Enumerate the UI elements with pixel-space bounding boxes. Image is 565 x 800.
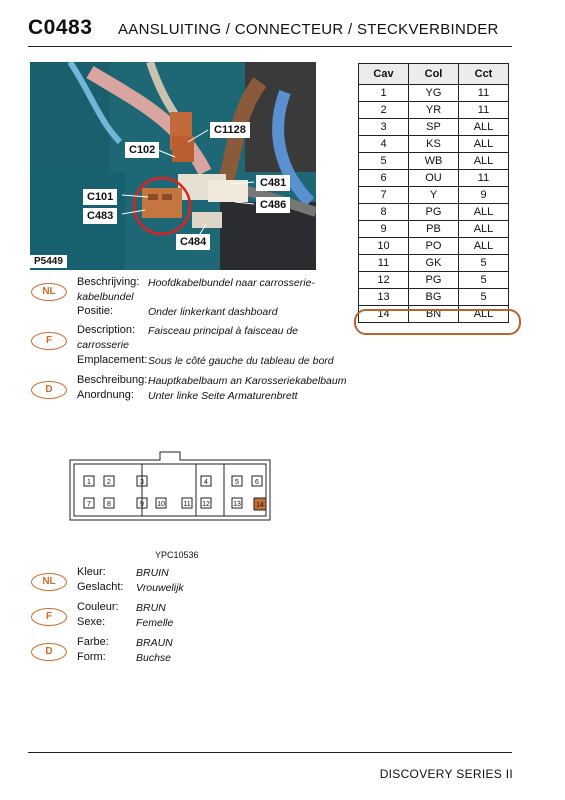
cct-cell: ALL bbox=[459, 119, 509, 136]
lang-badge-nl: NL bbox=[31, 283, 67, 301]
lang-badge-f: F bbox=[31, 332, 67, 350]
pos-label-nl: Positie: bbox=[77, 305, 114, 317]
desc-label-f: Description: bbox=[77, 324, 136, 336]
cav-cell: 1 bbox=[359, 85, 409, 102]
cct-cell: 11 bbox=[459, 102, 509, 119]
col-cell: PB bbox=[409, 221, 459, 238]
cav-cell: 11 bbox=[359, 255, 409, 272]
header-cav: Cav bbox=[359, 64, 409, 85]
gender-value-f: Femelle bbox=[136, 617, 174, 629]
gender-label-f: Sexe: bbox=[77, 616, 106, 628]
pos-label-d: Anordnung: bbox=[77, 389, 134, 401]
desc-label-d: Beschreibung: bbox=[77, 374, 148, 386]
footer-divider bbox=[28, 752, 512, 753]
pin-label: 7 bbox=[87, 501, 91, 508]
table-row bbox=[359, 272, 509, 289]
desc-value-f-2: carrosserie bbox=[77, 339, 129, 351]
cct-cell: 11 bbox=[459, 85, 509, 102]
pos-value-d: Unter linke Seite Armaturenbrett bbox=[148, 390, 298, 402]
photo-label-c483: C483 bbox=[83, 208, 117, 224]
col-cell: Y bbox=[409, 187, 459, 204]
pin-label: 8 bbox=[107, 501, 111, 508]
cav-cell: 9 bbox=[359, 221, 409, 238]
pin-label: 2 bbox=[107, 479, 111, 486]
color-value-nl: BRUIN bbox=[136, 567, 169, 579]
table-row bbox=[359, 85, 509, 102]
photo-label-c481: C481 bbox=[256, 175, 290, 191]
table-row bbox=[359, 255, 509, 272]
cct-cell: 9 bbox=[459, 187, 509, 204]
location-photo bbox=[30, 62, 316, 270]
photo-label-c486: C486 bbox=[256, 197, 290, 213]
cct-cell: ALL bbox=[459, 306, 509, 323]
page-title: AANSLUITING / CONNECTEUR / STECKVERBINDER bbox=[118, 21, 499, 38]
color-label-f: Couleur: bbox=[77, 601, 119, 613]
cav-cell: 7 bbox=[359, 187, 409, 204]
table-row bbox=[359, 136, 509, 153]
photo-illustration bbox=[30, 62, 316, 270]
cav-cell: 12 bbox=[359, 272, 409, 289]
lang-badge-d: D bbox=[31, 643, 67, 661]
pin-label: 11 bbox=[183, 501, 191, 508]
color-label-d: Farbe: bbox=[77, 636, 109, 648]
photo-label-c101: C101 bbox=[83, 189, 117, 205]
table-row bbox=[359, 204, 509, 221]
cct-cell: ALL bbox=[459, 136, 509, 153]
pin-label: 13 bbox=[233, 501, 241, 508]
cav-cell: 2 bbox=[359, 102, 409, 119]
gender-value-nl: Vrouwelijk bbox=[136, 582, 184, 594]
color-value-f: BRUN bbox=[136, 602, 166, 614]
cct-cell: ALL bbox=[459, 221, 509, 238]
pin-label: 4 bbox=[204, 479, 208, 486]
header-col: Col bbox=[409, 64, 459, 85]
pin-label: 5 bbox=[235, 479, 239, 486]
table-row bbox=[359, 289, 509, 306]
pin-label: 1 bbox=[87, 479, 91, 486]
header-divider bbox=[28, 46, 512, 47]
row-14-highlight bbox=[354, 309, 521, 335]
table-row bbox=[359, 153, 509, 170]
col-cell: KS bbox=[409, 136, 459, 153]
table-row bbox=[359, 238, 509, 255]
desc-value-nl-1: Hoofdkabelbundel naar carrosserie- bbox=[148, 277, 315, 289]
cav-cell: 4 bbox=[359, 136, 409, 153]
col-cell: GK bbox=[409, 255, 459, 272]
lang-badge-nl: NL bbox=[31, 573, 67, 591]
col-cell: YR bbox=[409, 102, 459, 119]
photo-label-c102: C102 bbox=[125, 142, 159, 158]
pin-label: 9 bbox=[140, 501, 144, 508]
table-row bbox=[359, 170, 509, 187]
table-row bbox=[359, 119, 509, 136]
col-cell: PO bbox=[409, 238, 459, 255]
photo-label-c484: C484 bbox=[176, 234, 210, 250]
lang-badge-d: D bbox=[31, 381, 67, 399]
col-cell: BN bbox=[409, 306, 459, 323]
col-cell: BG bbox=[409, 289, 459, 306]
photo-label-c1128: C1128 bbox=[210, 122, 250, 138]
pin-label: 10 bbox=[157, 501, 165, 508]
cav-cell: 6 bbox=[359, 170, 409, 187]
cav-cell: 5 bbox=[359, 153, 409, 170]
connector-code: C0483 bbox=[28, 16, 93, 39]
diagram-code: YPC10536 bbox=[155, 550, 199, 560]
gender-label-d: Form: bbox=[77, 651, 106, 663]
lang-badge-f: F bbox=[31, 608, 67, 626]
desc-value-nl-2: kabelbundel bbox=[77, 291, 134, 303]
cct-cell: 5 bbox=[459, 255, 509, 272]
color-label-nl: Kleur: bbox=[77, 566, 106, 578]
col-cell: WB bbox=[409, 153, 459, 170]
col-cell: OU bbox=[409, 170, 459, 187]
cct-cell: 5 bbox=[459, 272, 509, 289]
pos-value-f: Sous le côté gauche du tableau de bord bbox=[148, 355, 334, 367]
cct-cell: 11 bbox=[459, 170, 509, 187]
gender-value-d: Buchse bbox=[136, 652, 172, 664]
col-cell: YG bbox=[409, 85, 459, 102]
cav-cell: 13 bbox=[359, 289, 409, 306]
pos-label-f: Emplacement: bbox=[77, 354, 148, 366]
pin-label: 3 bbox=[140, 479, 144, 486]
footer-series: DISCOVERY SERIES II bbox=[379, 767, 513, 781]
table-row bbox=[359, 221, 509, 238]
col-cell: PG bbox=[409, 204, 459, 221]
cav-cell: 14 bbox=[359, 306, 409, 323]
cav-cell: 8 bbox=[359, 204, 409, 221]
pin-label: 14 bbox=[256, 502, 264, 509]
cav-cell: 10 bbox=[359, 238, 409, 255]
header-cct: Cct bbox=[459, 64, 509, 85]
photo-code: P5449 bbox=[30, 255, 67, 268]
connector-face-diagram bbox=[64, 440, 284, 530]
pin-label: 12 bbox=[202, 501, 210, 508]
col-cell: PG bbox=[409, 272, 459, 289]
table-row bbox=[359, 102, 509, 119]
cct-cell: 5 bbox=[459, 289, 509, 306]
cct-cell: ALL bbox=[459, 153, 509, 170]
cct-cell: ALL bbox=[459, 238, 509, 255]
col-cell: SP bbox=[409, 119, 459, 136]
gender-label-nl: Geslacht: bbox=[77, 581, 124, 593]
pin-label: 6 bbox=[255, 479, 259, 486]
table-row bbox=[359, 187, 509, 204]
desc-value-f-1: Faisceau principal à faisceau de bbox=[148, 325, 299, 337]
desc-label-nl: Beschrijving: bbox=[77, 276, 140, 288]
desc-value-d: Hauptkabelbaum an Karosseriekabelbaum bbox=[148, 375, 347, 387]
color-value-d: BRAUN bbox=[136, 637, 173, 649]
cav-cell: 3 bbox=[359, 119, 409, 136]
pin-table bbox=[358, 63, 509, 323]
pin-table-header bbox=[359, 64, 509, 85]
pos-value-nl: Onder linkerkant dashboard bbox=[148, 306, 278, 318]
cct-cell: ALL bbox=[459, 204, 509, 221]
